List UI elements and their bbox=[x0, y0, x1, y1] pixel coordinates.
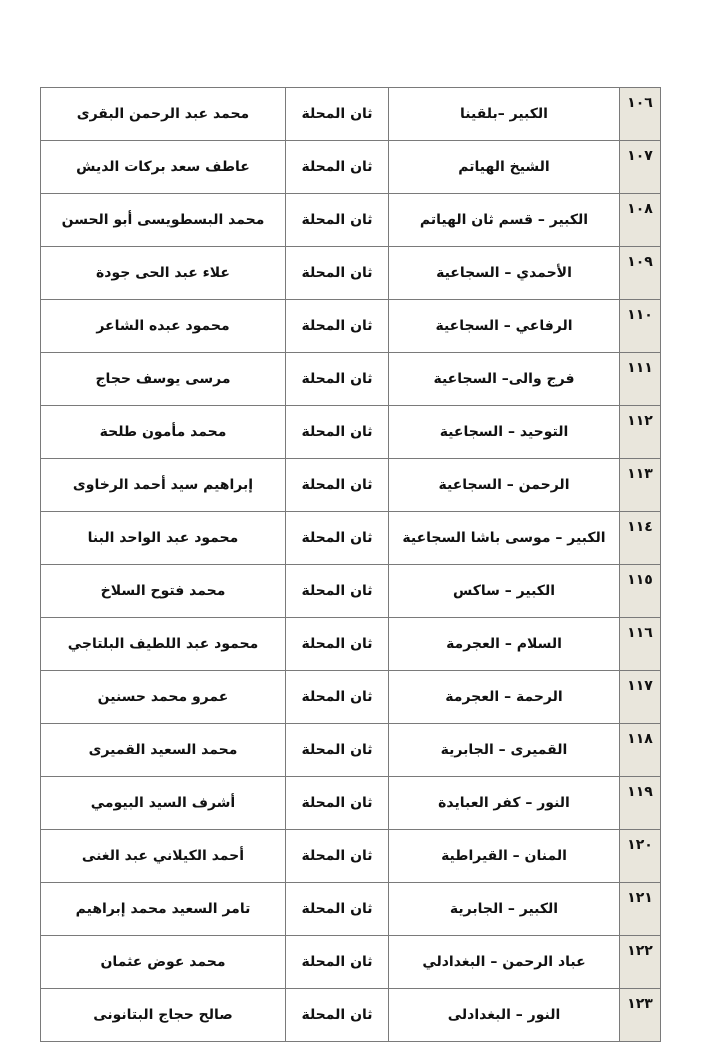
imam-name: محمد البسطويسى أبو الحسن bbox=[41, 194, 286, 247]
table-row bbox=[41, 194, 661, 247]
mosque-name: الكبير –بلقينا bbox=[389, 88, 620, 141]
district: ثان المحلة bbox=[286, 936, 389, 989]
district: ثان المحلة bbox=[286, 247, 389, 300]
mosque-name: السلام – العجرمة bbox=[389, 618, 620, 671]
row-number: ١١٠ bbox=[620, 300, 661, 353]
district: ثان المحلة bbox=[286, 989, 389, 1042]
table-body bbox=[41, 88, 661, 1042]
imam-name: عمرو محمد حسنين bbox=[41, 671, 286, 724]
row-number: ١٠٨ bbox=[620, 194, 661, 247]
imam-name: محمود عبد اللطيف البلتاجي bbox=[41, 618, 286, 671]
row-number: ١٠٦ bbox=[620, 88, 661, 141]
imam-name: محمد السعيد القميرى bbox=[41, 724, 286, 777]
table-row bbox=[41, 565, 661, 618]
imam-name: محمود عبده الشاعر bbox=[41, 300, 286, 353]
district: ثان المحلة bbox=[286, 512, 389, 565]
imam-name: أحمد الكيلاني عبد الغنى bbox=[41, 830, 286, 883]
mosque-name: الشيخ الهياتم bbox=[389, 141, 620, 194]
table-row bbox=[41, 88, 661, 141]
district: ثان المحلة bbox=[286, 618, 389, 671]
row-number: ١٢١ bbox=[620, 883, 661, 936]
mosque-name: الرحمة – العجرمة bbox=[389, 671, 620, 724]
table-row bbox=[41, 353, 661, 406]
mosque-name: عباد الرحمن – البغدادلي bbox=[389, 936, 620, 989]
imam-name: محمد مأمون طلحة bbox=[41, 406, 286, 459]
row-number: ١٢٠ bbox=[620, 830, 661, 883]
mosque-name: التوحيد – السجاعية bbox=[389, 406, 620, 459]
imam-name: عاطف سعد بركات الديش bbox=[41, 141, 286, 194]
table-row bbox=[41, 671, 661, 724]
table-row bbox=[41, 300, 661, 353]
mosque-name: الكبير – ساكس bbox=[389, 565, 620, 618]
row-number: ١١٥ bbox=[620, 565, 661, 618]
row-number: ١١٨ bbox=[620, 724, 661, 777]
district: ثان المحلة bbox=[286, 459, 389, 512]
table-row bbox=[41, 247, 661, 300]
mosque-name: النور – البغدادلى bbox=[389, 989, 620, 1042]
table-row bbox=[41, 512, 661, 565]
imam-name: صالح حجاج البتانونى bbox=[41, 989, 286, 1042]
district: ثان المحلة bbox=[286, 141, 389, 194]
district: ثان المحلة bbox=[286, 88, 389, 141]
row-number: ١١٧ bbox=[620, 671, 661, 724]
row-number: ١١٦ bbox=[620, 618, 661, 671]
mosque-name: القميرى – الجابرية bbox=[389, 724, 620, 777]
imam-name: محمود عبد الواحد البنا bbox=[41, 512, 286, 565]
district: ثان المحلة bbox=[286, 777, 389, 830]
mosque-assignment-table bbox=[40, 87, 661, 1042]
row-number: ١١١ bbox=[620, 353, 661, 406]
mosque-name: الكبير – الجابرية bbox=[389, 883, 620, 936]
imam-name: مرسى يوسف حجاج bbox=[41, 353, 286, 406]
row-number: ١١٩ bbox=[620, 777, 661, 830]
imam-name: محمد عوض عثمان bbox=[41, 936, 286, 989]
table-row bbox=[41, 724, 661, 777]
row-number: ١١٣ bbox=[620, 459, 661, 512]
district: ثان المحلة bbox=[286, 194, 389, 247]
table-row bbox=[41, 459, 661, 512]
imam-name: إبراهيم سيد أحمد الرخاوى bbox=[41, 459, 286, 512]
row-number: ١١٢ bbox=[620, 406, 661, 459]
table-row bbox=[41, 883, 661, 936]
mosque-name: فرج والى– السجاعية bbox=[389, 353, 620, 406]
mosque-name: الأحمدي – السجاعية bbox=[389, 247, 620, 300]
imam-name: محمد عبد الرحمن البقرى bbox=[41, 88, 286, 141]
mosque-name: الكبير – موسى باشا السجاعية bbox=[389, 512, 620, 565]
table-row bbox=[41, 989, 661, 1042]
row-number: ١٢٣ bbox=[620, 989, 661, 1042]
district: ثان المحلة bbox=[286, 830, 389, 883]
imam-name: تامر السعيد محمد إبراهيم bbox=[41, 883, 286, 936]
mosque-name: الرفاعي – السجاعية bbox=[389, 300, 620, 353]
imam-name: محمد فتوح السلاخ bbox=[41, 565, 286, 618]
mosque-name: النور – كفر العبايدة bbox=[389, 777, 620, 830]
mosque-name: المنان – القيراطية bbox=[389, 830, 620, 883]
table-row bbox=[41, 830, 661, 883]
row-number: ١١٤ bbox=[620, 512, 661, 565]
district: ثان المحلة bbox=[286, 406, 389, 459]
district: ثان المحلة bbox=[286, 724, 389, 777]
row-number: ١٢٢ bbox=[620, 936, 661, 989]
row-number: ١٠٩ bbox=[620, 247, 661, 300]
imam-name: علاء عبد الحى جودة bbox=[41, 247, 286, 300]
table-row bbox=[41, 141, 661, 194]
mosque-name: الرحمن – السجاعية bbox=[389, 459, 620, 512]
district: ثان المحلة bbox=[286, 300, 389, 353]
imam-name: أشرف السيد البيومي bbox=[41, 777, 286, 830]
district: ثان المحلة bbox=[286, 565, 389, 618]
table-row bbox=[41, 777, 661, 830]
mosque-name: الكبير – قسم ثان الهياتم bbox=[389, 194, 620, 247]
district: ثان المحلة bbox=[286, 353, 389, 406]
district: ثان المحلة bbox=[286, 671, 389, 724]
row-number: ١٠٧ bbox=[620, 141, 661, 194]
district: ثان المحلة bbox=[286, 883, 389, 936]
table-row bbox=[41, 406, 661, 459]
table-row bbox=[41, 936, 661, 989]
table-row bbox=[41, 618, 661, 671]
